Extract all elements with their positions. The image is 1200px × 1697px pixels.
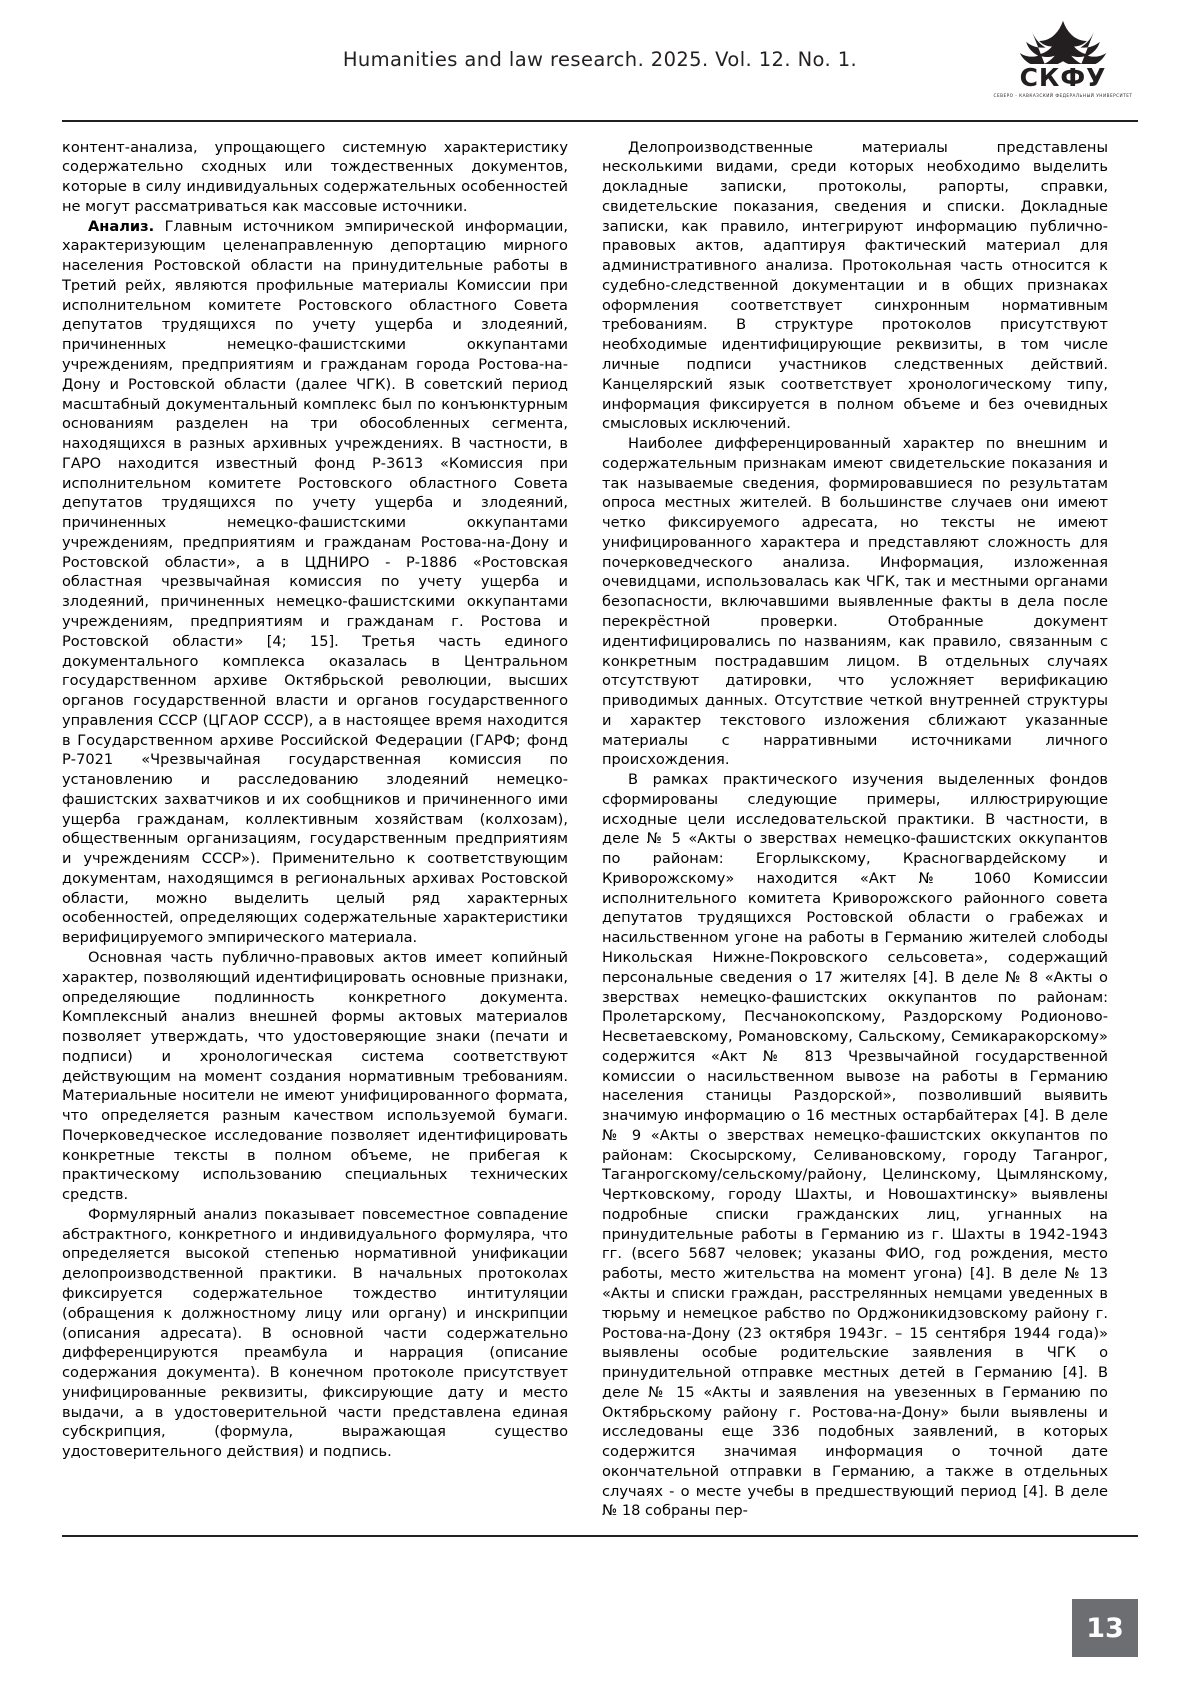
logo-acronym: СКФУ [1019,63,1107,92]
paragraph: Анализ. Главным источником эмпирической информации, характеризующим целенаправленную депортацию мирного населения Ростовской области на принудительные работы в Третий рейх, являются профильные материалы Комиссии при исполнительном комитете Ростовского областного Совета депутатов трудящихся по учету ущерба и злодеяний, причиненных немецко-фашистскими оккупантами учреждениям, предприятиям и гражданам города Ростова-на-Дону и Ростовской области (далее ЧГК). В советский период масштабный документальный комплекс был по конъюнктурным основаниям разделен на три обособленных сегмента, находящихся в разных архивных учреждениях. В частности, в ГАРО находится известный фонд Р-3613 «Комиссия при исполнительном комитете Ростовского областного Совета депутатов трудящихся по учету ущерба и злодеяний, причиненных немецко-фашистскими оккупантами учреждениям, предприятиям и гражданам Ростова-на-Дону и Ростовской области», а в ЦДНИРО - Р-1886 «Ростовская областная чрезвычайная комиссия по учету ущерба и злодеяний, причиненных немецко-фашистскими оккупантами учреждениям, предприятиям и гражданам г. Ростова и Ростовской области» [4; 15]. Третья часть единого документального комплекса оказалась в Центральном государственном архиве Октябрьской революции, высших органов государственной власти и органов государственного управления СССР (ЦГАОР СССР), а в настоящее время находится в Государственном архиве Российской Федерации (ГАРФ; фонд Р-7021 «Чрезвычайная государственная комиссия по установлению и расследованию злодеяний немецко-фашистских захватчиков и их сообщников и причиненного ими ущерба гражданам, коллективным хозяйствам (колхозам), общественным организациям, государственным предприятиям и учреждениям СССР»). Применительно к соответствующим документам, находящимся в региональных архивах Ростовской области, можно выделить целый ряд характерных особенностей, определяющих содержательные характеристики верифицируемого эмпирического материала. [62,217,568,947]
column-left [62,138,568,1522]
logo-subtitle: СЕВЕРО - КАВКАЗСКИЙ ФЕДЕРАЛЬНЫЙ УНИВЕРСИТЕТ [993,93,1133,98]
paragraph: Делопроизводственные материалы представлены несколькими видами, среди которых необходимо выделить докладные записки, протоколы, рапорты, справки, свидетельские показания, сведения и списки. Докладные записки, как правило, интегрируют информацию публично-правовых актов, адаптируя фактический материал для административного анализа. Протокольная часть относится к судебно-следственной документации и в общих признаках оформления соответствует синхронным нормативным требованиям. В структуре протоколов присутствуют необходимые идентифицирующие реквизиты, в том числе личные подписи участников следственных действий. Канцелярский язык соответствует хронологическому типу, информация фиксируется в полном объеме и без очевидных смысловых исключений. [602,138,1108,433]
paragraph: контент-анализа, упрощающего системную характеристику содержательно сходных или тождественных документов, которые в силу индивидуальных содержательных особенностей не могут рассматриваться как массовые источники. [62,138,568,215]
footer-divider [62,1535,1138,1537]
paragraph: В рамках практического изучения выделенных фондов сформированы следующие примеры, иллюстрирующие исходные цели исследовательской практики. В частности, в деле № 5 «Акты о зверствах немецко-фашистских оккупантов по районам: Егорлыкскому, Красногвардейскому и Криворожскому» находится «Акт № 1060 Комиссии исполнительного комитета Криворожского районного совета депутатов трудящихся Ростовской области о грабежах и насильственном угоне на работы в Германию жителей слободы Никольская Нижне-Покровского сельсовета», содержащий персональные сведения о 17 жителях [4]. В деле № 8 «Акты о зверствах немецко-фашистских оккупантов по районам: Пролетарскому, Песчанокопскому, Раздорскому Родионово-Несветаевскому, Романовскому, Сальскому, Семикаракорскому» содержится «Акт № 813 Чрезвычайной государственной комиссии о насильственном вывозе на работы в Германию населения станицы Раздорской», позволивший выявить значимую информацию о 16 местных остарбайтерах [4]. В деле № 9 «Акты о зверствах немецко-фашистских оккупантов по районам: Скосырскому, Селивановскому, городу Таганрог, Таганрогскому/сельскому/району, Целинскому, Цымлянскому, Чертковскому, городу Шахты, и Новошахтинску» выявлены подробные списки гражданских лиц, угнанных на принудительные работы в Германию из г. Шахты в 1942-1943 гг. (всего 5687 человек; указаны ФИО, год рождения, место работы, место жительства на момент угона) [4]. В деле № 13 «Акты и списки граждан, расстрелянных немцами уведенных в тюрьму и немецкое рабство по Орджоникидзовскому району г. Ростова-на-Дону (23 октября 1943г. – 15 сентября 1944 года)» выявлены особые родительские заявления в ЧГК о принудительной отправке местных детей в Германию [4]. В деле № 15 «Акты и заявления на увезенных в Германию по Октябрьскому району г. Ростова-на-Дону» были выявлены и исследованы еще 336 подобных заявлений, в которых содержится значимая информация о точной дате окончательной отправки в Германию, а также в отдельных случаях - о месте учебы в предшествующий период [4]. В деле № 18 собраны пер- [602,771,1108,1520]
paragraph: Основная часть публично-правовых актов имеет копийный характер, позволяющий идентифицировать основные признаки, определяющие подлинность конкретного документа. Комплексный анализ внешней формы актовых материалов позволяет утверждать, что удостоверяющие знаки (печати и подписи) и хронологическая система соответствуют действующим на момент создания нормативным требованиям. Материальные носители не имеют унифицированного формата, что определяется разным качеством используемой бумаги. Почерковедческое исследование позволяет идентифицировать конкретные тексты в полном объеме, не прибегая к практическому использованию специальных технических средств. [62,948,568,1204]
paragraph: Формулярный анализ показывает повсеместное совпадение абстрактного, конкретного и индивидуального формуляра, что определяется высокой степенью нормативной унификации делопроизводственной практики. В начальных протоколах фиксируется содержательное тождество интитуляции (обращения к должностному лицу или органу) и инскрипции (описания адресата). В основной части содержательно дифференцируются преамбула и наррация (описание содержания документа). В конечном протоколе присутствует унифицированные реквизиты, фиксирующие дату и место выдачи, а в удостоверительной части представлена единая субскрипция, (формула, выражающая существо удостоверительного действия) и подпись. [62,1205,568,1461]
running-title: Humanities and law research. 2025. Vol. 12. No. 1. [342,47,858,71]
column-right [602,138,1108,1522]
paragraph: Наиболее дифференцированный характер по внешним и содержательным признакам имеют свидетельские показания и так называемые сведения, формировавшиеся по результатам опроса местных жителей. В большинстве случаев они имеют четко фиксируемого адресата, но тексты не имеют унифицированного характера и представляют сложность для почерковедческого анализа. Информация, изложенная очевидцами, использовалась как ЧГК, так и местными органами безопасности, включавшими выявленные факты в дела после перекрёстной проверки. Отобранные документ идентифицировались по названиям, как правило, связанным с конкретным пострадавшим лицом. В отдельных случаях отсутствуют датировки, что усложняет верификацию приводимых данных. Отсутствие четкой внутренней структуры и характер текстового изложения сближают указанные материалы с нарративными источниками личного происхождения. [602,435,1108,769]
eagle-icon [1007,18,1119,64]
page-number: 13 [1072,1599,1138,1657]
article-body [0,122,1200,1522]
page-header [0,0,1200,118]
journal-logo [988,18,1138,104]
